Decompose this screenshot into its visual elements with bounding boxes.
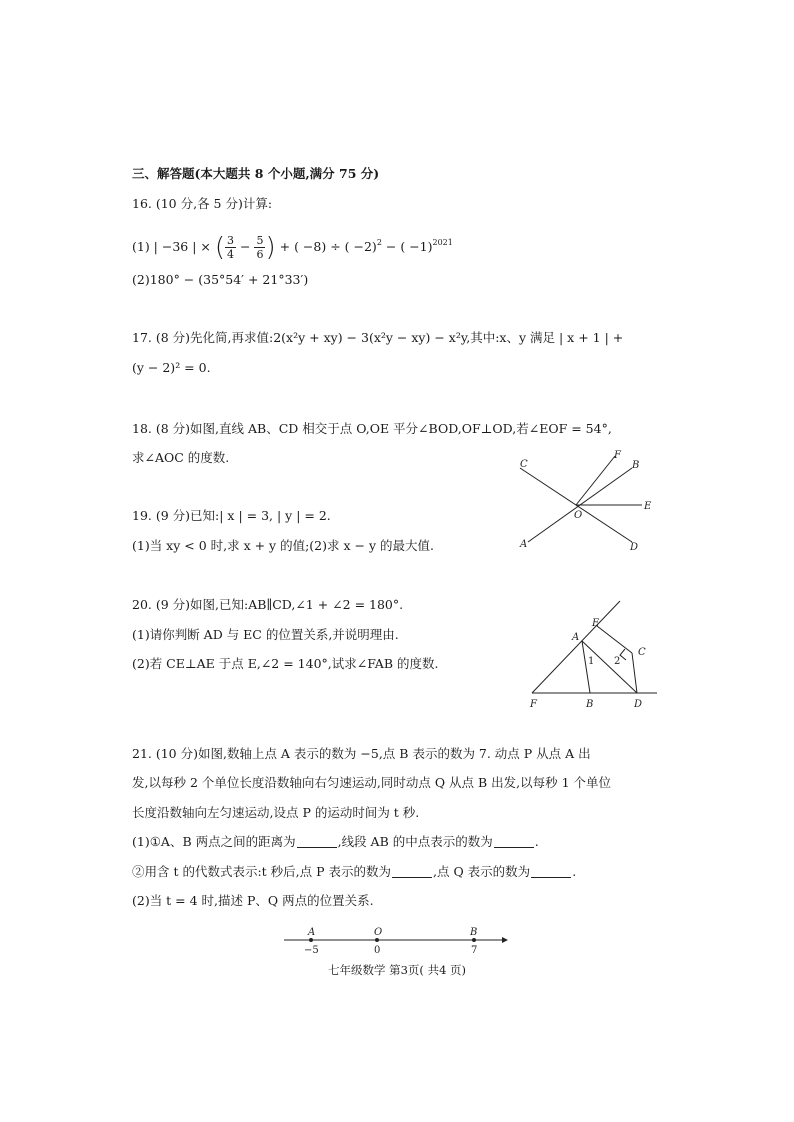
q21-part2: (2)当 t = 4 时,描述 P、Q 两点的位置关系. (132, 893, 374, 908)
line-fe (532, 601, 620, 693)
label-f: F (530, 699, 537, 710)
point-b (472, 938, 476, 942)
frac1-numerator: 3 (227, 234, 235, 247)
segment-ad (582, 641, 637, 693)
label-a: A (572, 632, 580, 643)
arrow-right-icon (502, 937, 508, 943)
q16-part1 (132, 228, 453, 263)
label-e: E (592, 618, 600, 629)
label-c: C (638, 647, 646, 658)
exponent-2021: 2021 (432, 238, 453, 247)
segment-ec (597, 626, 632, 653)
label-b: B (470, 927, 478, 938)
figure-q18-intersecting-lines (510, 450, 660, 555)
value-b: 7 (471, 945, 478, 956)
answer-blank-midpoint (494, 835, 534, 848)
answer-blank-distance (297, 835, 337, 848)
exponent-2: 2 (376, 238, 382, 247)
label-f: F (614, 450, 621, 461)
q19-line1: 19. (9 分)已知:| x | = 3, | y | = 2. (132, 508, 331, 523)
angle-1-label: 1 (588, 656, 595, 667)
q21-line3: 长度沿数轴向左匀速运动,设点 P 的运动时间为 t 秒. (132, 805, 420, 820)
q16-header: 16. (10 分,各 5 分)计算: (132, 196, 273, 211)
q21-part1a (132, 834, 539, 850)
q18-line1: 18. (8 分)如图,直线 AB、CD 相交于点 O,OE 平分∠BOD,OF⊥OD,若∠EOF = 54°, (132, 421, 612, 436)
q16-p1-prefix: (1) | −36 | × (132, 239, 211, 254)
q21-p1a-mid: ,线段 AB 的中点表示的数为 (337, 834, 493, 849)
q21-line2: 发,以每秒 2 个单位长度沿数轴向右匀速运动,同时动点 Q 从点 B 出发,以每秒 1 个单位 (132, 775, 612, 790)
q16-part2: (2)180° − (35°54′ + 21°33′) (132, 272, 309, 287)
q20-line2: (1)请你判断 AD 与 EC 的位置关系,并说明理由. (132, 627, 399, 642)
fraction-3-4 (225, 234, 236, 261)
label-b: B (632, 460, 640, 471)
q17-line1: 17. (8 分)先化简,再求值:2(x²y + xy) − 3(x²y − xy) − x²y,其中:x、y 满足 | x + 1 | + (132, 330, 624, 345)
q21-p1b-mid: ,点 Q 表示的数为 (433, 864, 531, 879)
point-a (309, 938, 313, 942)
q21-line1: 21. (10 分)如图,数轴上点 A 表示的数为 −5,点 B 表示的数为 7. 动点 P 从点 A 出 (132, 746, 591, 761)
q18-line2: 求∠AOC 的度数. (132, 450, 230, 465)
point-o (375, 938, 379, 942)
segment-cd (632, 653, 637, 693)
label-o: O (574, 510, 583, 521)
label-b: B (586, 699, 594, 710)
number-line-figure (280, 924, 510, 958)
q21-p1b-prefix: ②用含 t 的代数式表示:t 秒后,点 P 表示的数为 (132, 864, 392, 879)
right-angle-mark (620, 649, 626, 660)
q21-part1b (132, 864, 576, 880)
q19-line2: (1)当 xy < 0 时,求 x + y 的值;(2)求 x − y 的最大值. (132, 538, 434, 553)
label-e: E (644, 501, 652, 512)
q17-line2: (y − 2)² = 0. (132, 360, 211, 375)
frac2-denominator: 6 (256, 248, 264, 261)
segment-ab (582, 641, 590, 693)
q21-p1b-end: . (572, 864, 577, 879)
label-d: D (630, 542, 639, 553)
left-paren: ( (214, 232, 226, 263)
value-o: 0 (374, 945, 381, 956)
label-o: O (374, 927, 383, 938)
label-c: C (520, 459, 528, 470)
label-d: D (634, 699, 643, 710)
label-a: A (520, 539, 528, 550)
minus-sign: − (240, 239, 251, 254)
ray-of (576, 456, 615, 505)
q21-p1a-end: . (534, 834, 539, 849)
q16-p1-suffix: + ( −8) ÷ ( −2) (279, 239, 377, 254)
figure-q20-parallel-lines (522, 598, 662, 710)
q20-line3: (2)若 CE⊥AE 于点 E,∠2 = 140°,试求∠FAB 的度数. (132, 656, 439, 671)
frac1-denominator: 4 (227, 248, 235, 261)
frac2-numerator: 5 (256, 234, 264, 247)
page-footer: 七年级数学 第3页( 共4 页) (327, 963, 467, 977)
q16-p1-suffix2: − ( −1) (385, 239, 433, 254)
angle-2-label: 2 (614, 656, 621, 667)
q20-line1: 20. (9 分)如图,已知:AB∥CD,∠1 + ∠2 = 180°. (132, 597, 404, 612)
answer-blank-q (531, 865, 571, 878)
answer-blank-p (392, 865, 432, 878)
section-title: 三、解答题(本大题共 8 个小题,满分 75 分) (132, 166, 380, 181)
label-a: A (308, 927, 316, 938)
right-paren: ) (265, 232, 276, 263)
fraction-5-6 (254, 234, 265, 261)
q21-p1a-prefix: (1)①A、B 两点之间的距离为 (132, 834, 296, 849)
value-a: −5 (304, 945, 319, 956)
